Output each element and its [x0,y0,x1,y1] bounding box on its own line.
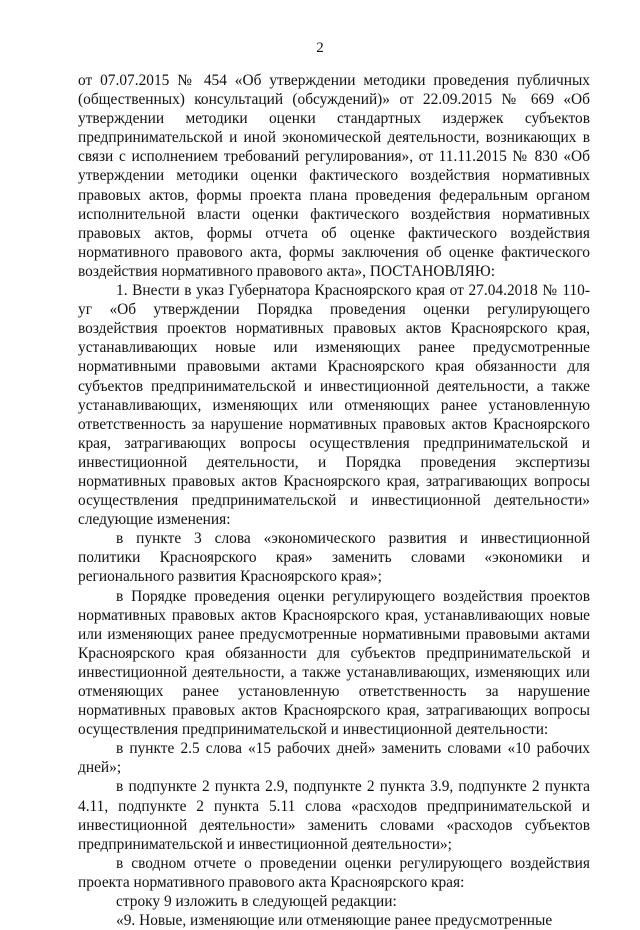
document-body [78,71,590,930]
paragraph-point-3: в пункте 3 слова «экономического развития и инвестиционной политики Красноярского края» заменить словами «экономики и регионального развития Красноярского края»; [78,530,590,586]
paragraph-row-9: строку 9 изложить в следующей редакции: [116,893,397,911]
page-number: 2 [316,40,324,56]
paragraph-subpoints: в подпункте 2 пункта 2.9, подпункте 2 пункта 3.9, подпункте 2 пункта 4.11, подпункте 2 пункта 5.11 слова «расходов предпринимательской и инвестиционной деятельности» заменить словами «расходов субъектов предпринимательской и инвестиционной деятельности»; [78,778,590,853]
paragraph-summary-report: в сводном отчете о проведении оценки регулирующего воздействия проекта нормативного правового акта Красноярского края: [78,854,590,891]
paragraph-quote-9: «9. Новые, изменяющие или отменяющие ранее предусмотренные [116,912,553,930]
paragraph-point-2-5: в пункте 2.5 слова «15 рабочих дней» заменить словами «10 рабочих дней»; [78,740,590,777]
paragraph-intro: от 07.07.2015 № 454 «Об утверждении методики проведения публичных (общественных) консультаций (обсуждений)» от 22.09.2015 № 669 «Об утверждении методики оценки стандартных издержек субъектов предпринимательской и иной экономической деятельности, возникающих в связи с исполнением требований регулирования», от 11.11.2015 № 830 «Об утверждении методики оценки фактического воздействия нормативных правовых актов, формы проекта плана проведения федеральным органом исполнительной власти оценки фактического воздействия нормативных правовых актов, формы отчета об оценке фактического воздействия нормативного правового акта, формы заключения об оценке фактического воздействия нормативного правового акта», ПОСТАНОВЛЯЮ: [78,72,590,280]
paragraph-procedure: в Порядке проведения оценки регулирующего воздействия проектов нормативных правовых актов Красноярского края, устанавливающих новые или изменяющих ранее предусмотренные нормативными правовыми актами Красноярского края обязанности для субъектов предпринимательской и инвестиционной деятельности, а также устанавливающих, изменяющих или отменяющих ранее установленную ответственность за нарушение нормативных правовых актов Красноярского края, затрагивающих вопросы осуществления предпринимательской и инвестиционной деятельности: [78,587,590,739]
paragraph-item-1: 1. Внести в указ Губернатора Красноярского края от 27.04.2018 № 110-уг «Об утверждении Порядка проведения оценки регулирующего воздействия проектов нормативных правовых актов Красноярского края, устанавливающих новые или изменяющих ранее предусмотренные нормативными правовыми актами Красноярского края обязанности для субъектов предпринимательской и инвестиционной деятельности, а также устанавливающих, изменяющих или отменяющих ранее установленную ответственность за нарушение нормативных правовых актов Красноярского края, затрагивающих вопросы осуществления предпринимательской и инвестиционной деятельности, и Порядка проведения экспертизы нормативных правовых актов Красноярского края, затрагивающих вопросы осуществления предпринимательской и инвестиционной деятельности» следующие изменения: [78,282,590,529]
